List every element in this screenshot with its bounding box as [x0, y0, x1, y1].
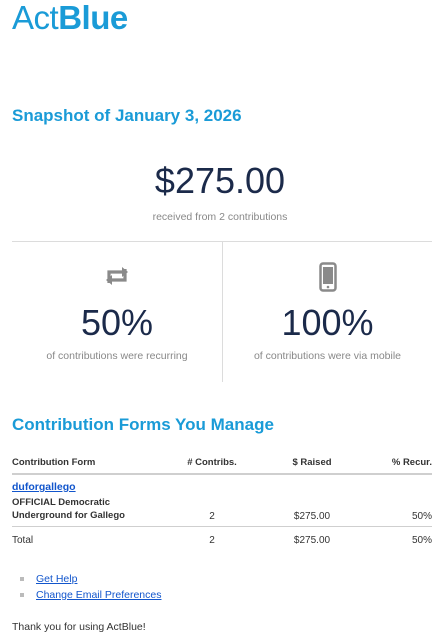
table-row	[12, 474, 432, 527]
total-recur: 50%	[411, 535, 432, 546]
total-label: Total	[12, 535, 34, 546]
email-preferences-link[interactable]: Change Email Preferences	[36, 589, 162, 601]
total-amount: $275.00	[154, 160, 286, 201]
mobile-caption: of contributions were via mobile	[253, 350, 402, 362]
total-contribs: 2	[209, 535, 215, 546]
help-links	[20, 571, 161, 603]
form-cell	[12, 474, 152, 527]
logo-part-act: Act	[12, 0, 59, 36]
recur-cell: 50%	[352, 474, 432, 527]
total-caption: received from 2 contributions	[152, 211, 288, 223]
total-raised: $275.00	[293, 535, 331, 546]
form-link[interactable]: duforgallego	[12, 481, 76, 493]
mobile-phone-icon	[319, 262, 337, 297]
recurring-caption: of contributions were recurring	[46, 350, 188, 362]
header-contribution-form: Contribution Form	[12, 454, 152, 474]
contribs-cell: 2	[152, 474, 272, 527]
header-raised: $ Raised	[272, 454, 352, 474]
raised-cell: $275.00	[272, 474, 352, 527]
thank-you-text: Thank you for using ActBlue!	[12, 621, 146, 633]
list-item	[20, 571, 161, 587]
logo-part-blue: Blue	[58, 0, 128, 36]
header-contribs: # Contribs.	[152, 454, 272, 474]
forms-section-title: Contribution Forms You Manage	[12, 415, 274, 434]
repeat-icon	[103, 264, 131, 293]
total-row	[12, 527, 432, 551]
header-recur: % Recur.	[352, 454, 432, 474]
mobile-percent: 100%	[281, 302, 374, 343]
recurring-percent: 50%	[80, 302, 154, 343]
actblue-logo	[12, 0, 128, 36]
forms-table	[12, 454, 432, 550]
snapshot-title: Snapshot of January 3, 2026	[12, 106, 242, 125]
mobile-stat	[223, 242, 432, 382]
form-description: OFFICIAL Democratic Underground for Gallego	[12, 497, 125, 521]
list-item	[20, 587, 161, 603]
recurring-stat	[12, 242, 222, 382]
table-header-row	[12, 454, 432, 474]
get-help-link[interactable]: Get Help	[36, 573, 78, 585]
